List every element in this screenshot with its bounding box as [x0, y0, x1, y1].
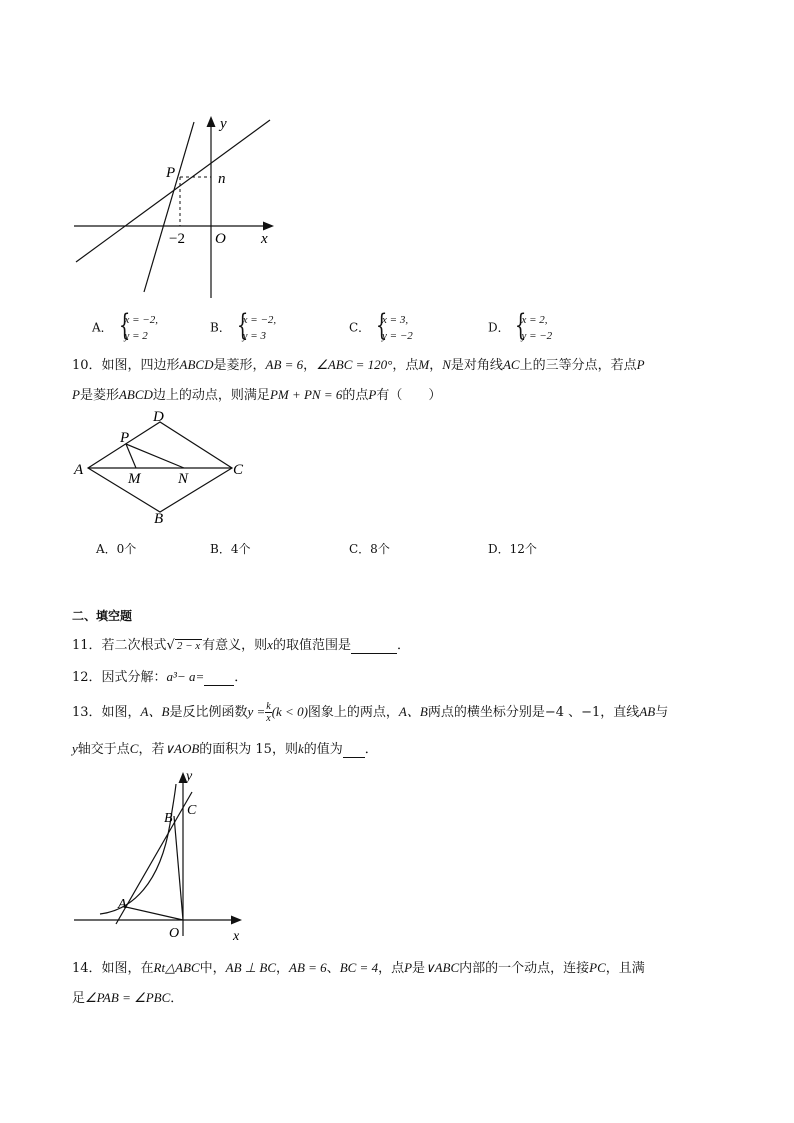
option-letter: D．: [488, 320, 510, 335]
q10-option-b[interactable]: B．4个: [210, 542, 251, 556]
label-d: D: [153, 409, 164, 425]
q9-option-d[interactable]: [488, 308, 553, 344]
segment-bo: [174, 816, 183, 920]
answer-blank[interactable]: [343, 742, 365, 758]
q11: 11．若二次根式√ 2 − x 有意义，则x的取值范围是 ．: [72, 637, 410, 653]
label-p: P: [120, 430, 130, 446]
neg2-label: −2: [169, 231, 185, 247]
label-a: A: [118, 897, 127, 912]
q10-option-d[interactable]: D．12个: [488, 542, 537, 556]
label-b: B: [164, 811, 173, 826]
q10-rhombus-figure: [70, 408, 250, 528]
option-letter: A．: [92, 320, 113, 335]
segment-ao: [126, 907, 183, 920]
origin-label: O: [215, 231, 226, 247]
label-c: C: [187, 803, 197, 818]
y-axis-arrow: [207, 116, 216, 127]
y-axis-label: y: [220, 116, 227, 132]
q13-line-2: y轴交于点C，若∨AOB的面积为 15，则k的值为 ．: [72, 741, 378, 757]
q9-graph: [70, 110, 290, 302]
option-letter: B．: [210, 320, 231, 335]
label-x: x: [233, 929, 240, 944]
q13-graph: [70, 764, 250, 944]
equation-system: { x = 3, y = −2: [375, 308, 413, 343]
label-a: A: [74, 462, 84, 478]
option-letter: C．: [349, 320, 371, 335]
q10-option-a[interactable]: A．0个: [96, 542, 137, 556]
label-m: M: [128, 471, 141, 487]
point-p-label: P: [166, 165, 176, 181]
section-title: 二、填空题: [72, 609, 133, 623]
q9-option-b[interactable]: [210, 308, 277, 344]
equation-system: { x = −2, y = 2: [118, 308, 158, 343]
q10-option-c[interactable]: C．8个: [349, 542, 390, 556]
rhombus-abcd: [88, 422, 232, 512]
answer-blank[interactable]: [204, 670, 234, 686]
label-c: C: [233, 462, 244, 478]
n-label: n: [218, 171, 226, 187]
q12: 12．因式分解：a³− a= ．: [72, 669, 248, 685]
hyperbola-curve: [100, 784, 176, 914]
sqrt-expression: √ 2 − x: [166, 638, 201, 653]
q9-option-a[interactable]: [92, 308, 158, 344]
x-axis-label: x: [261, 231, 268, 247]
label-n: N: [178, 471, 189, 487]
equation-system: { x = −2, y = 3: [236, 308, 277, 343]
q13-line-1: 13．如图，A、B是反比例函数y = $\frac{k}{x}$ (k < 0)图象上的两点，A、B两点的横坐标分别是−4 、−1，直线AB与: [72, 701, 669, 724]
x-axis-arrow: [231, 916, 242, 925]
q14-line-1: 14．如图，在Rt△ABC中，AB ⊥ BC，AB = 6、BC = 4，点P是∨ABC内部的一个动点，连接PC，且满: [72, 960, 645, 976]
q10-line-2: P是菱形ABCD边上的动点，则满足PM + PN = 6的点P有（ ）: [72, 387, 442, 403]
equation-system: { x = 2, y = −2: [515, 308, 553, 343]
line-ab: [116, 792, 192, 924]
q9-option-c[interactable]: [349, 308, 413, 344]
label-o: O: [169, 926, 180, 941]
answer-blank[interactable]: [351, 638, 397, 654]
q10-line-1: 10．如图，四边形ABCD是菱形，AB = 6，∠ABC = 120°，点M，N是对角线AC上的三等分点，若点P: [72, 357, 645, 373]
q14-line-2: 足∠PAB = ∠PBC．: [72, 990, 184, 1006]
label-b: B: [154, 511, 164, 527]
fraction-k-over-x: $\frac{k}{x}$: [266, 701, 271, 724]
x-axis-arrow: [263, 222, 274, 231]
label-y: y: [186, 769, 193, 784]
